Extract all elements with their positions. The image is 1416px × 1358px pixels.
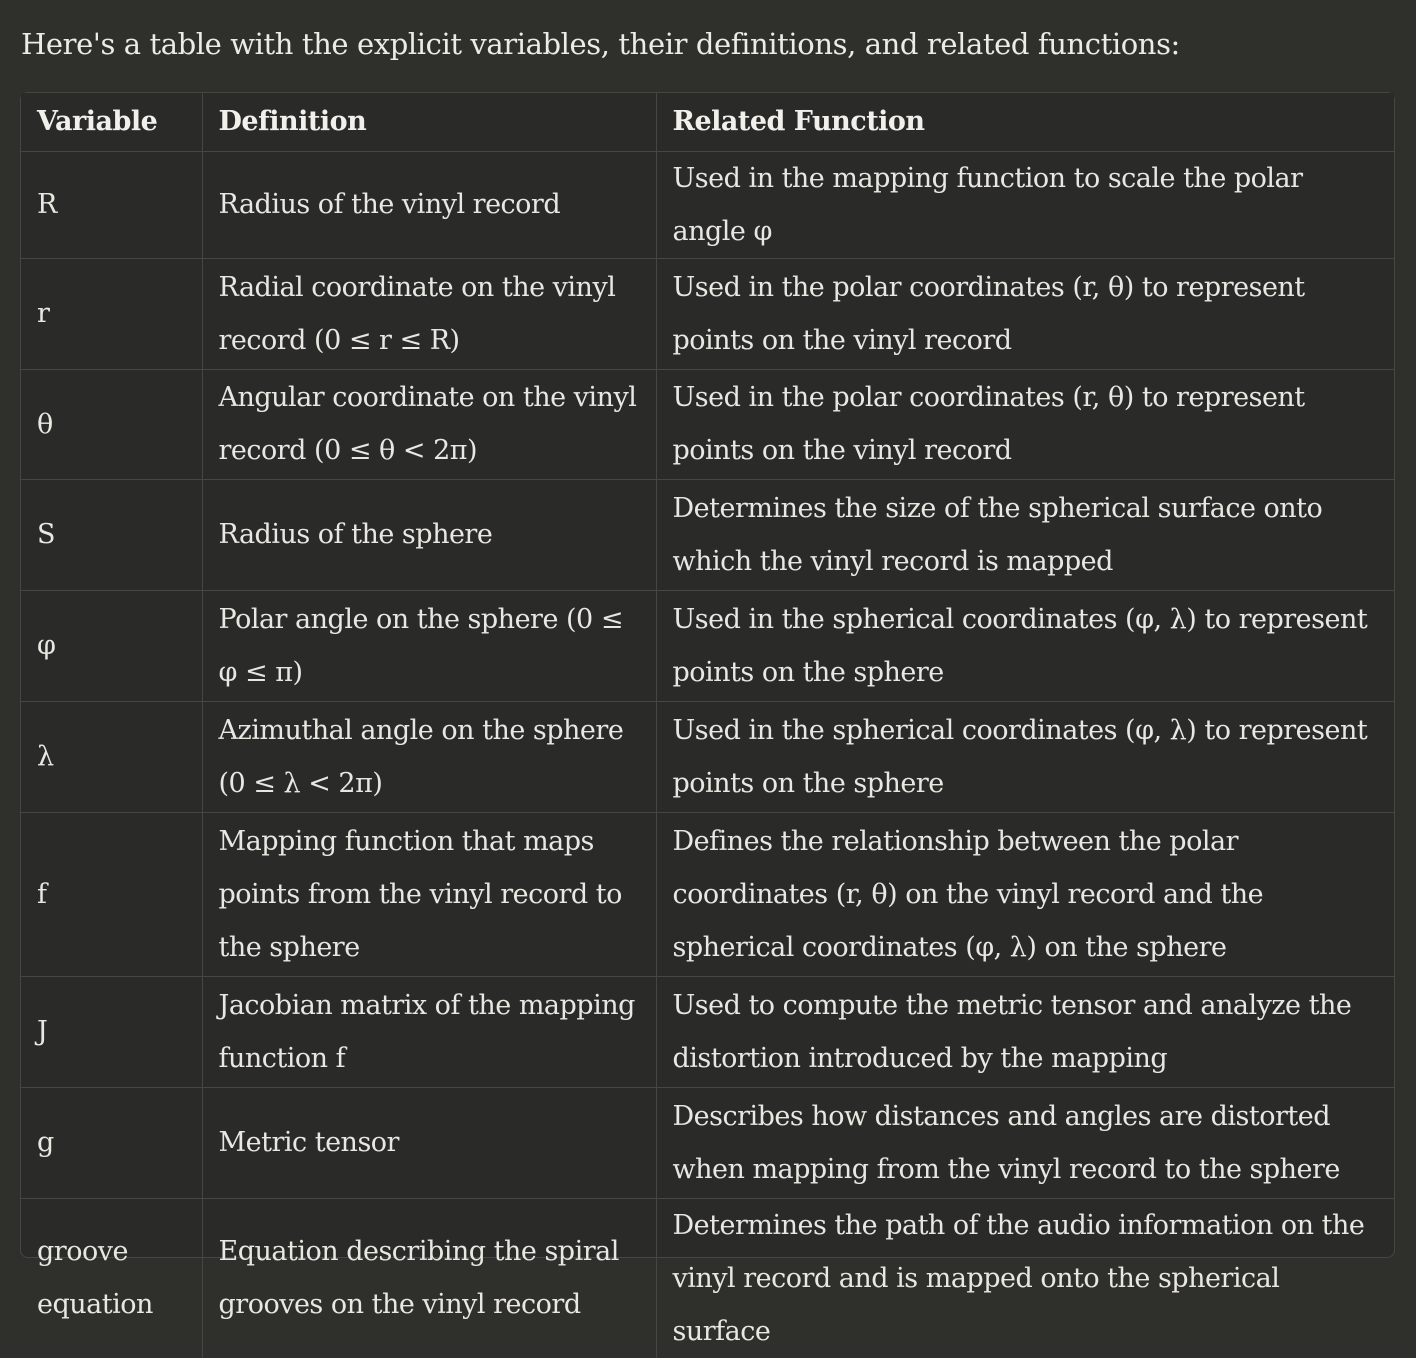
table-header-row bbox=[21, 93, 1394, 151]
cell-definition: Polar angle on the sphere (0 ≤ φ ≤ π) bbox=[202, 590, 656, 701]
cell-related-function: Used in the spherical coordinates (φ, λ) to represent points on the sphere bbox=[656, 701, 1394, 812]
intro-text: Here's a table with the explicit variables, their definitions, and related functions: bbox=[21, 27, 1180, 61]
cell-variable: J bbox=[21, 976, 202, 1087]
cell-variable: r bbox=[21, 258, 202, 369]
cell-related-function: Used in the spherical coordinates (φ, λ) to represent points on the sphere bbox=[656, 590, 1394, 701]
cell-definition: Jacobian matrix of the mapping function f bbox=[202, 976, 656, 1087]
header-variable: Variable bbox=[21, 93, 202, 151]
table-row bbox=[21, 258, 1394, 369]
table-row bbox=[21, 479, 1394, 590]
cell-definition: Azimuthal angle on the sphere (0 ≤ λ < 2π) bbox=[202, 701, 656, 812]
table-row bbox=[21, 976, 1394, 1087]
cell-variable: λ bbox=[21, 701, 202, 812]
table-row bbox=[21, 590, 1394, 701]
cell-definition: Radius of the sphere bbox=[202, 479, 656, 590]
table-row bbox=[21, 151, 1394, 258]
cell-variable: R bbox=[21, 151, 202, 258]
cell-variable: groove equation bbox=[21, 1198, 202, 1358]
table-row bbox=[21, 812, 1394, 976]
header-definition: Definition bbox=[202, 93, 656, 151]
cell-definition: Radial coordinate on the vinyl record (0 ≤ r ≤ R) bbox=[202, 258, 656, 369]
cell-related-function: Used in the mapping function to scale the polar angle φ bbox=[656, 151, 1394, 258]
cell-related-function: Describes how distances and angles are distorted when mapping from the vinyl record to the sphere bbox=[656, 1087, 1394, 1198]
header-related-function: Related Function bbox=[656, 93, 1394, 151]
table-row bbox=[21, 701, 1394, 812]
variables-table bbox=[20, 92, 1395, 1347]
cell-related-function: Determines the size of the spherical surface onto which the vinyl record is mapped bbox=[656, 479, 1394, 590]
cell-variable: φ bbox=[21, 590, 202, 701]
cell-related-function: Used in the polar coordinates (r, θ) to represent points on the vinyl record bbox=[656, 258, 1394, 369]
cell-related-function: Used to compute the metric tensor and analyze the distortion introduced by the mapping bbox=[656, 976, 1394, 1087]
cell-variable: S bbox=[21, 479, 202, 590]
table-row bbox=[21, 1087, 1394, 1198]
cell-definition: Angular coordinate on the vinyl record (0 ≤ θ < 2π) bbox=[202, 369, 656, 479]
cell-definition: Equation describing the spiral grooves on the vinyl record bbox=[202, 1198, 656, 1358]
table-row bbox=[21, 1198, 1394, 1358]
cell-definition: Mapping function that maps points from the vinyl record to the sphere bbox=[202, 812, 656, 976]
cell-variable: θ bbox=[21, 369, 202, 479]
cell-variable: f bbox=[21, 812, 202, 976]
cell-related-function: Used in the polar coordinates (r, θ) to represent points on the vinyl record bbox=[656, 369, 1394, 479]
cell-variable: g bbox=[21, 1087, 202, 1198]
cell-related-function: Defines the relationship between the polar coordinates (r, θ) on the vinyl record and the spherical coordinates (φ, λ) on the sphere bbox=[656, 812, 1394, 976]
cell-definition: Radius of the vinyl record bbox=[202, 151, 656, 258]
cell-related-function: Determines the path of the audio information on the vinyl record and is mapped onto the spherical surface bbox=[672, 1209, 1365, 1347]
cell-definition: Metric tensor bbox=[202, 1087, 656, 1198]
table-row bbox=[21, 369, 1394, 479]
